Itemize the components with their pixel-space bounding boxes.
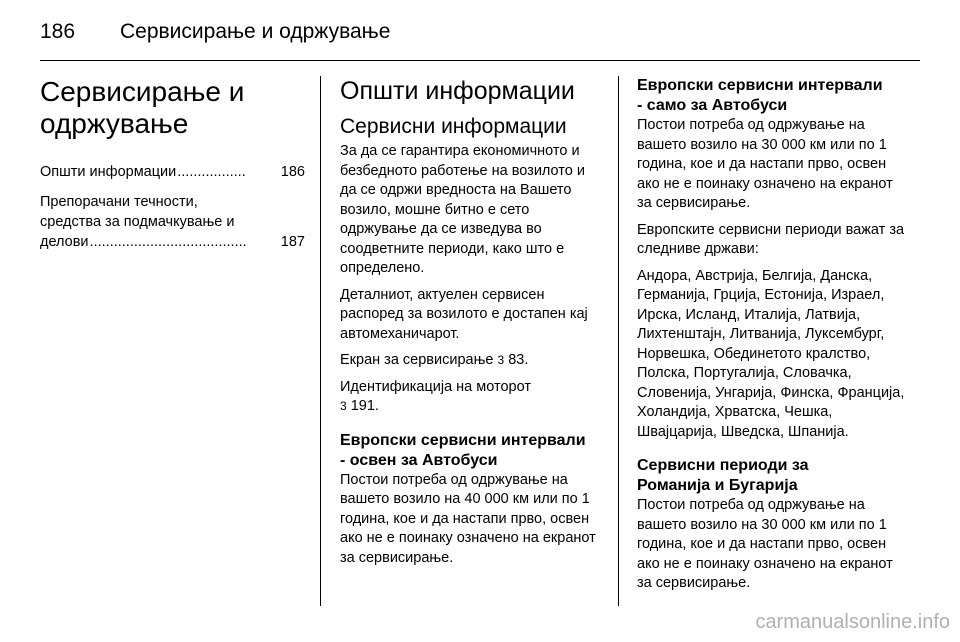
column-general-info [340,76,602,602]
toc-leader-dots: ................. [177,164,246,180]
subheading-romania-bulgaria: Сервисни периоди за Романија и Бугарија [637,457,809,494]
toc-entry-general-info[interactable] [40,162,305,182]
paragraph: Европските сервисни периоди важат за следниве држави: [637,221,905,257]
cross-reference-engine-id[interactable]: Идентификација на моторот 3 191. [340,378,531,414]
subheading-european-intervals-buses-only: Европски сервисни интервали - само за Автобуси [637,77,883,114]
header-rule [40,60,920,61]
running-header-title: Сервисирање и одржување [120,20,391,43]
toc-entry-label: Препорачани течности, [40,194,198,210]
toc-entry-page: 187 [280,234,305,250]
subheading-european-intervals-except-buses: Европски сервисни интервали - освен за Автобуси [340,431,586,469]
column-european-intervals [637,76,907,602]
reference-arrow-icon: 3 [340,399,347,413]
toc-entry-recommended-fluids[interactable] [40,192,305,252]
country-list: Андора, Австрија, Белгија, Данска, Германија, Грција, Естонија, Израел, Ирска, Исланд, Италија, Латвија, Лихтенштајн, Литванија, Луксембург, Норвешка, Обединетото кралство, Полска, Португалија, Словачка, Словенија, Унгарија, Финска, Франција, Холандија, Хрватска, Чешка, Швајцарија, Шведска, Шпанија. [637,267,905,440]
section-title: Општи информации [340,77,575,105]
column-divider-left [320,76,321,606]
toc-entry-label: Општи информации [40,164,177,180]
watermark: carmanualsonline.info [755,611,950,633]
paragraph: Постои потреба од одржување на вашето возило на 30 000 км или по 1 година, кое и да настапи прво, освен ако не е поинаку означено на екранот за сервисирање. [637,497,893,591]
paragraph: Постои потреба од одржување на вашето возило на 30 000 км или по 1 година, кое и да настапи прво, освен ако не е поинаку означено на екранот за сервисирање. [637,117,893,211]
chapter-sidebar [40,76,305,602]
paragraph: Деталниот, актуелен сервисен распоред за возилото е достапен кај автомеханичарот. [340,286,588,342]
toc-leader-dots: ....................................... [89,234,247,250]
paragraph: За да се гарантира економичното и безбедното работење на возилото и да се одржи вредноста на Вашето возило, мошне битно е сето одржување да се изведува во соодветните периоди, како што е определено. [340,143,585,276]
toc-entry-label: средства за подмачкување и [40,214,235,230]
subsection-title: Сервисни информации [340,115,567,138]
reference-arrow-icon: 3 [497,353,505,367]
page-header [40,12,920,52]
cross-reference-service-display[interactable]: Екран за сервисирање 3 83. [340,352,529,368]
paragraph: Постои потреба од одржување на вашето возило на 40 000 км или по 1 година, кое и да настапи прво, освен ако не е поинаку означено на екранот за сервисирање. [340,471,596,566]
toc-entry-page: 186 [280,164,305,180]
page-number: 186 [40,20,76,43]
column-divider-right [618,76,619,606]
toc-entry-label: делови [40,234,89,250]
chapter-title: Сервисирање и одржување [40,76,245,139]
